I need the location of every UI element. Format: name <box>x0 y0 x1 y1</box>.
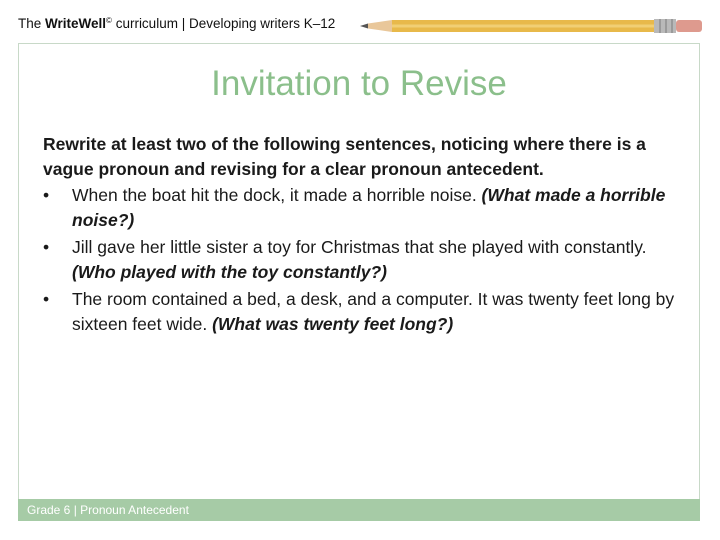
brand-mark: © <box>106 16 112 25</box>
list-item <box>43 183 683 232</box>
guiding-question: (Who played with the toy constantly?) <box>72 261 387 282</box>
pencil-stripe <box>392 25 654 28</box>
bullet: • <box>43 185 50 205</box>
list-item <box>43 235 683 284</box>
slide-title: Invitation to Revise <box>211 64 507 103</box>
list-item <box>43 287 683 336</box>
pencil-tip <box>360 24 368 29</box>
brand-prefix: The <box>18 16 46 31</box>
pencil-wood <box>368 20 392 32</box>
instructions: Rewrite at least two of the following sentences, noticing where there is a vague pronoun and revising for a clear pronoun antecedent. <box>43 134 646 179</box>
sentence-text: When the boat hit the dock, it made a horrible noise. <box>72 185 482 205</box>
pencil-icon <box>360 18 706 36</box>
brand-name: WriteWell <box>45 16 107 31</box>
slide-content <box>43 132 683 339</box>
sentence-list <box>43 183 683 336</box>
slide-panel <box>18 43 700 521</box>
footer-bar <box>18 499 700 521</box>
footer-label: Grade 6 | Pronoun Antecedent <box>27 503 189 517</box>
pencil-eraser <box>676 20 702 32</box>
brand-suffix: curriculum | Developing writers K–12 <box>111 16 336 31</box>
bullet: • <box>43 289 50 309</box>
sentence-text: The room contained a bed, a desk, and a computer. It was twenty feet long by sixteen feet wide. <box>72 289 675 334</box>
brand-text <box>18 16 335 31</box>
sentence-text: Jill gave her little sister a toy for Christmas that she played with constantly. <box>72 237 647 257</box>
guiding-question: (What made a horrible noise?) <box>72 185 666 230</box>
guiding-question: (What was twenty feet long?) <box>212 313 454 334</box>
bullet: • <box>43 237 50 257</box>
header <box>0 0 720 44</box>
